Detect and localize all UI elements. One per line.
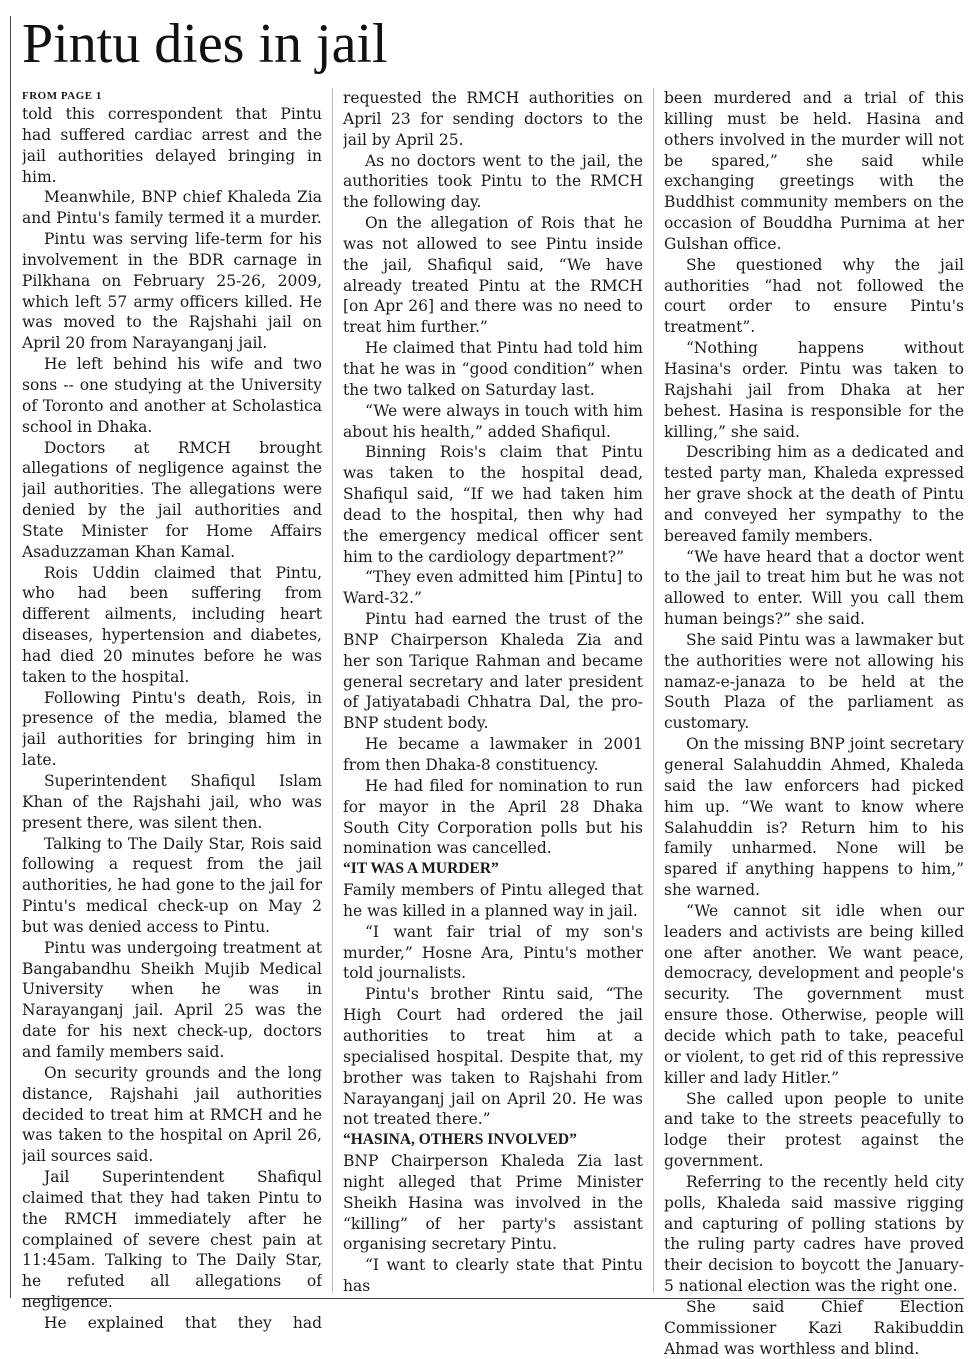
paragraph: BNP Chairperson Khaleda Zia last night alleged that Prime Minister Sheikh Hasina was involved in the “killing” of her party's assistant organising secretary Pintu. — [343, 1152, 643, 1254]
paragraph: She called upon people to unite and take to the streets peacefully to lodge their protest against the government. — [664, 1089, 964, 1171]
paragraph: Binning Rois's claim that Pintu was taken to the hospital dead, Shafiqul said, “If we had taken him dead to the hospital, then why had the emergency medical officer sent him to the cardiology department?” — [343, 443, 643, 566]
paragraph: “I want fair trial of my son's murder,” Hosne Ara, Pintu's mother told journalists. — [343, 922, 643, 983]
paragraph: She said Pintu was a lawmaker but the authorities were not allowing his namaz-e-janaza to be held at the South Plaza of the parliament as customary. — [664, 630, 964, 733]
paragraph: Meanwhile, BNP chief Khaleda Zia and Pintu's family termed it a murder. — [22, 188, 322, 228]
headline: Pintu dies in jail — [22, 13, 388, 75]
paragraph: He became a lawmaker in 2001 from then Dhaka-8 constituency. — [343, 735, 643, 774]
paragraph: He left behind his wife and two sons -- one studying at the University of Toronto and another at Scholastica school in Dhaka. — [22, 355, 322, 436]
paragraph: On the allegation of Rois that he was not allowed to see Pintu inside the jail, Shafiqul said, “We have already treated Pintu at the RMCH [on Apr 26] and there was no need to treat him further.” — [343, 214, 643, 337]
paragraph: “We cannot sit idle when our leaders and activists are being killed one after another. We want peace, democracy, development and people's security. The government must ensure those. Otherwise, people will decide which path to take, peaceful or violent, to get rid of this repressive killer and lady Hitler.” — [664, 901, 964, 1087]
paragraph: She questioned why the jail authorities “had not followed the court order to ensure Pintu's treatment”. — [664, 255, 964, 337]
paragraph: He claimed that Pintu had told him that he was in “good condition” when the two talked on Saturday last. — [343, 339, 643, 399]
paragraph: Describing him as a dedicated and tested party man, Khaleda expressed her grave shock at the death of Pintu and conveyed her sympathy to the bereaved family members. — [664, 443, 964, 545]
from-page-label: FROM PAGE 1 — [22, 90, 102, 102]
paragraph: He explained that they had — [44, 1313, 322, 1332]
subheading: “IT WAS A MURDER” — [343, 860, 499, 878]
paragraph: He had filed for nomination to run for mayor in the April 28 Dhaka South City Corporation polls but his nomination was cancelled. — [343, 776, 643, 858]
article-body — [22, 88, 964, 1358]
paragraph: Talking to The Daily Star, Rois said following a request from the jail authorities, he had gone to the jail for Pintu's medical check-up on May 2 but was denied access to Pintu. — [22, 834, 322, 936]
paragraph: “We have heard that a doctor went to the jail to treat him but he was not allowed to enter. Will you call them human beings?” she said. — [664, 547, 964, 629]
paragraph: Jail Superintendent Shafiqul claimed that they had taken Pintu to the RMCH immediately after he complained of severe chest pain at 11:45am. Talking to The Daily Star, he refuted all allegations of negligence. — [22, 1168, 322, 1312]
paragraph: requested the RMCH authorities on April 23 for sending doctors to the jail by April 25. — [343, 89, 643, 149]
paragraph: Pintu had earned the trust of the BNP Chairperson Khaleda Zia and her son Tarique Rahman and became general secretary and later president of Jatiyatabadi Chhatra Dal, the pro-BNP student body. — [343, 610, 643, 733]
bottom-rule — [22, 1298, 964, 1299]
column-1 — [22, 88, 322, 1334]
paragraph: Rois Uddin claimed that Pintu, who had been suffering from different ailments, including heart diseases, hypertension and diabetes, had died 20 minutes before he was taken to the hospital. — [22, 563, 322, 686]
paragraph: told this correspondent that Pintu had suffered cardiac arrest and the jail authorities delayed bringing in him. — [22, 105, 322, 186]
paragraph: Referring to the recently held city polls, Khaleda said massive rigging and capturing of polling stations by the ruling party cadres have proved their decision to boycott the January-5 national election was the right one. — [664, 1172, 964, 1296]
paragraph: “Nothing happens without Hasina's order. Pintu was taken to Rajshahi jail from Dhaka at her behest. Hasina is responsible for the killing,” she said. — [664, 339, 964, 441]
paragraph: She said Chief Election Commissioner Kazi Rakibuddin Ahmad was worthless and blind. — [664, 1297, 964, 1358]
paragraph: Pintu was undergoing treatment at Bangabandhu Sheikh Mujib Medical University when he was in Narayanganj jail. April 25 was the date for his next check-up, doctors and family members said. — [22, 938, 322, 1061]
column-2 — [343, 88, 643, 1297]
paragraph: “I want to clearly state that Pintu has — [343, 1256, 643, 1296]
paragraph: Pintu's brother Rintu said, “The High Court had ordered the jail authorities to treat him at a specialised hospital. Despite that, my brother was taken to Rajshahi from Narayanganj jail on April 20. He was not treated there.” — [343, 985, 643, 1129]
paragraph: “They even admitted him [Pintu] to Ward-32.” — [343, 568, 643, 608]
paragraph: “We were always in touch with him about his health,” added Shafiqul. — [343, 401, 643, 441]
left-margin-rule — [10, 16, 11, 1298]
paragraph: been murdered and a trial of this killing must be held. Hasina and others involved in the murder will not be spared,” she said while exchanging greetings with the Buddhist community members on the occasion of Bouddha Purnima at her Gulshan office. — [664, 89, 964, 253]
paragraph: Pintu was serving life-term for his involvement in the BDR carnage in Pilkhana on February 25-26, 2009, which left 57 army officers killed. He was moved to the Rajshahi jail on April 20 from Narayanganj jail. — [22, 230, 322, 353]
column-3 — [664, 88, 964, 1359]
paragraph: As no doctors went to the jail, the authorities took Pintu to the RMCH the following day. — [343, 151, 643, 212]
paragraph: Superintendent Shafiqul Islam Khan of the Rajshahi jail, who was present there, was silent then. — [22, 772, 322, 832]
paragraph: Family members of Pintu alleged that he was killed in a planned way in jail. — [343, 881, 643, 920]
subheading: “HASINA, OTHERS INVOLVED” — [343, 1131, 577, 1149]
paragraph: On the missing BNP joint secretary general Salahuddin Ahmed, Khaleda said the law enforcers had picked him up. “We want to know where Salahuddin is? Return him to his family unharmed. None will be spared if anything happens to him,” she warned. — [664, 735, 964, 900]
paragraph: Following Pintu's death, Rois, in presence of the media, blamed the jail authorities for bringing him in late. — [22, 688, 322, 770]
paragraph: Doctors at RMCH brought allegations of negligence against the jail authorities. The allegations were denied by the jail authorities and State Minister for Home Affairs Asaduzzaman Khan Kamal. — [22, 438, 322, 561]
paragraph: On security grounds and the long distance, Rajshahi jail authorities decided to treat him at RMCH and he was taken to the hospital on April 26, jail sources said. — [22, 1063, 322, 1166]
